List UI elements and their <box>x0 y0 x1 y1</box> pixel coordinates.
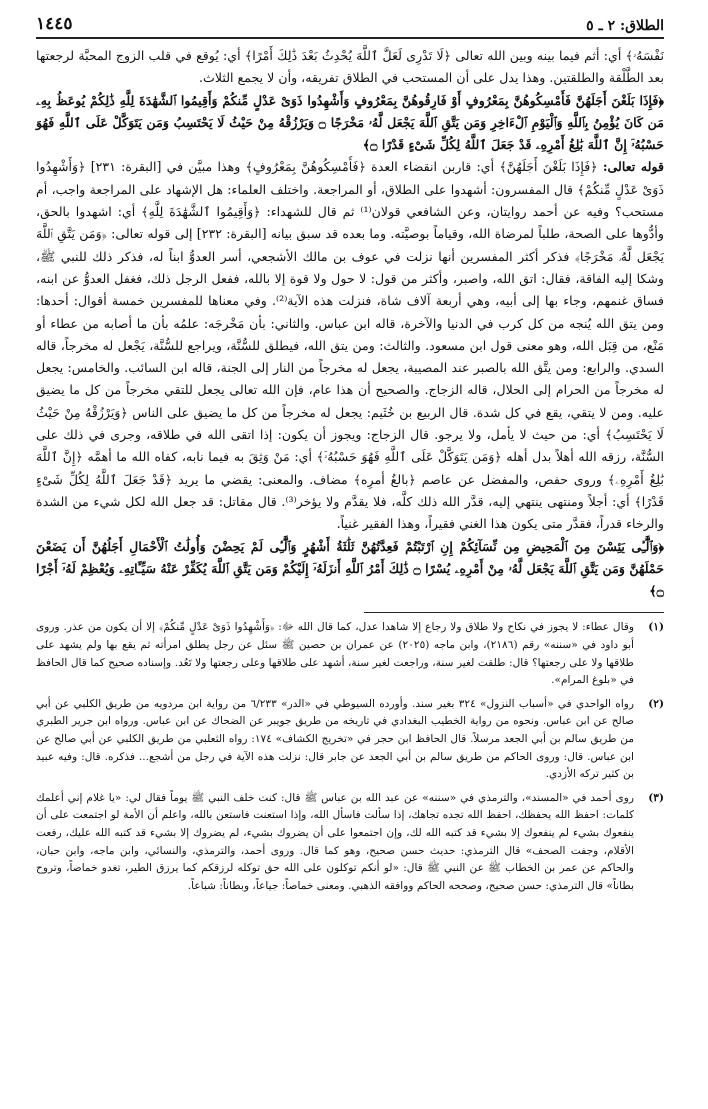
footnote <box>36 696 664 784</box>
page-number: ١٤٤٥ <box>36 14 73 34</box>
tafsir-paragraph <box>36 156 664 535</box>
footnote-text: وقال عطاء: لا يجوز في نكاح ولا طلاق ولا رجاع إلا شاهدا عدل، كما قال الله ﷻ: ﴿وَأَشْهِدُوا ذَوَىْ عَدْلٍ مِّنكُمْ﴾ إلا أن يكون من عذر. وروى أبو داود في «سننه» رقم (٢١٨٦)، وابن ماجه (٢٠٢٥) عن عمران بن حصين ﷺ سئل عن رجل يطلق امرأته ثم يقع بها ولم يشهد على طلاقها ولا على رجعتها؟ قال: طلقت لغير سنة، وراجعت لغير سنة، أشهد على طلاقها وعلى رجعتها ولا تَعُد. وإسناده صحيح كما قال الحافظ في «بلوغ المرام». <box>36 621 634 687</box>
footnote-text: رواه الواحدي في «أسباب النزول» ٣٢٤ بغير سند. وأورده السيوطي في «الدر» ٦/٢٣٣ من رواية ابن مردويه من طريق الكلبي عن أبي صالح عن ابن عباس. ونحوه من رواية الخطيب البغدادي في تاريخه من طريق جويبر عن الضحاك عن ابن عباس. ورواه ابن جرير الطبري من طريق سالم بن أبي الجعد مرسلاً. قال الحافظ ابن حجر في «تخريج الكشاف» ١٧٤: رواه الثعلبي من طريق الكلبي عن أبي صالح عن ابن عباس. قال: وروى الحاكم من طريق سالم بن أبي الجعد عن جابر قال: نزلت هذه الآية في رجل من أشجع... فذكره. قال: وفيه عبيد بن كثير تركه الأزدي. <box>36 697 634 781</box>
paragraph-lead: قوله تعالى: <box>602 159 664 175</box>
quran-verse-4-5: ﴿وَٱلَّٰٓـِٔى يَئِسْنَ مِنَ ٱلْمَحِيضِ مِن نِّسَآئِكُمْ إِنِ ٱرْتَبْتُمْ فَعِدَّتُهُنَّ ثَلَٰثَةُ أَشْهُرٍ وَٱلَّٰٓـِٔى لَمْ يَحِضْنَ وَأُولَٰتُ ٱلْأَحْمَالِ أَجَلُهُنَّ أَن يَضَعْنَ حَمْلَهُنَّ وَمَن يَتَّقِ ٱللَّهَ يَجْعَل لَّهُۥ مِنْ أَمْرِهِۦ يُسْرًا ۝ ذَٰلِكَ أَمْرُ ٱللَّهِ أَنزَلَهُۥٓ إِلَيْكُمْ وَمَن يَتَّقِ ٱللَّهَ يُكَفِّرْ عَنْهُ سَيِّـَٔاتِهِۦ وَيُعْظِمْ لَهُۥٓ أَجْرًا ۝﴾ <box>36 538 664 599</box>
footnote-number: (٢) <box>648 697 664 710</box>
page-header <box>36 14 664 39</box>
footnote-number: (٣) <box>648 791 664 804</box>
footnote <box>36 619 664 689</box>
footnote-number: (١) <box>648 621 664 634</box>
footnote-divider <box>364 612 664 613</box>
tafsir-text: ﴿فَإِذَا بَلَغْنَ أَجَلَهُنَّ﴾ أي: قاربن انقضاء العدة ﴿فَأَمْسِكُوهُنَّ بِمَعْرُوفٍ﴾ وهذا مبيَّن في [البقرة: ٢٣١] ﴿وَأَشْهِدُوا ذَوَىْ عَدْلٍ مِّنكُمْ﴾ قال المفسرون: أشهدوا على الطلاق، أو المراجعة. واختلف العلماء: هل الإشهاد على المراجعة واجب، أم مستحب؟ وفيه عن أحمد روايتان، وعن الشافعي قولان⁽¹⁾ ثم قال للشهداء: ﴿وَأَقِيمُوا ٱلشَّهَٰدَةَ لِلَّهِ﴾ أي: اشهدوا بالحق، وأدُّوها على الصحة، طلباً لمرضاة الله، وقياماً بوصيَّته. وما بعده قد سبق بيانه [البقرة: ٢٣٢] إلى قوله تعالى: ﴿وَمَن يَتَّقِ ٱللَّهَ يَجْعَل لَّهُۥ مَخْرَجًا﴾ فذكر أكثر المفسرين أنها نزلت في عوف بن مالك الأشجعي، أسر العدوُّ ابناً له، فذكر ذلك للنبي ﷺ، وشكا إليه الفاقة، فقال: اتق الله، واصبر، وأكثر من قول: لا حول ولا قوة إلا بالله، ففعل الرجل ذلك، فغفل العدوُّ عن ابنه، فساق غنمهم، وجاء بها إلى أبيه، وهي أربعة آلاف شاة، فنزلت هذه الآية⁽²⁾. وفي معناها للمفسرين خمسة أقوال: أحدها: ومن يتق الله يُنجه من كل كرب في الدنيا والآخرة، قاله ابن عباس. والثاني: بأن مَخْرجَه: علمُه بأن ما أصابه من عطاء أو مَنْع، من قِبَل الله، وهو معنى قول ابن مسعود. والثالث: ومن يتق الله، فيطلق للسُّنَّة، ويراجع للسُّنَّة، يَجْعل له مخرجاً، قاله السدي. والرابع: ومن يتَّق الله بالصبر عند المصيبة، يجعل له مخرجاً من النار إلى الجنة، قاله ابن السائب. والخامس: يجعل له مخرجاً من الحرام إلى الحلال، قاله الزجاج. والصحيح أن هذا عام، فإن الله تعالى يجعل للتقي مخرجاً من كل ما يضيق عليه. ومن لا يتقي، يقع في كل شدة. قال الربيع بن خُثَيم: يجعل له مخرجاً من كل ما يضيق على الناس ﴿وَيَرْزُقْهُ مِنْ حَيْثُ لَا يَحْتَسِبُ﴾ أي: من حيث لا يأمل، ولا يرجو. قال الزجاج: ويجوز أن يكون: إذا اتقى الله في طلاقه، وجرى في ذلك على السُّنَّة، رزقه الله أهلاً بدل أهله ﴿وَمَن يَتَوَكَّلْ عَلَى ٱللَّهِ فَهُوَ حَسْبُهُۥٓ﴾ أي: مَنْ وَثِقَ به فيما نابه، كفاه الله ما أهمَّه ﴿إِنَّ ٱللَّهَ بَٰلِغُ أَمْرِهِۦ﴾ وروى حفص، والمفضل عن عاصم ﴿بالغُ أمرِه﴾ مضاف. والمعنى: يقضي ما يريد ﴿قَدْ جَعَلَ ٱللَّهُ لِكُلِّ شَىْءٍ قَدْرًا﴾ أي: أجلاً ومنتهى ينتهي إليه، قدَّر الله ذلك كلَّه، فلا يقدَّم ولا يؤخر⁽³⁾. قال مقاتل: قد جعل الله لكل شيء من الشدة والرخاء قدراً، فقدَّر متى يكون هذا الغني فقيراً، وهذا الفقير غنياً. <box>36 159 664 532</box>
quran-verse-2-3: ﴿فَإِذَا بَلَغْنَ أَجَلَهُنَّ فَأَمْسِكُوهُنَّ بِمَعْرُوفٍ أَوْ فَارِقُوهُنَّ بِمَعْرُوفٍ وَأَشْهِدُوا ذَوَىْ عَدْلٍ مِّنكُمْ وَأَقِيمُوا ٱلشَّهَٰدَةَ لِلَّهِ ذَٰلِكُمْ يُوعَظُ بِهِۦ مَن كَانَ يُؤْمِنُ بِٱللَّهِ وَٱلْيَوْمِ ٱلْءَاخِرِ وَمَن يَتَّقِ ٱللَّهَ يَجْعَل لَّهُۥ مَخْرَجًا ۝ وَيَرْزُقْهُ مِنْ حَيْثُ لَا يَحْتَسِبُ وَمَن يَتَوَكَّلْ عَلَى ٱللَّهِ فَهُوَ حَسْبُهُۥٓ إِنَّ ٱللَّهَ بَٰلِغُ أَمْرِهِۦ قَدْ جَعَلَ ٱللَّهُ لِكُلِّ شَىْءٍ قَدْرًا ۝﴾ <box>36 92 664 153</box>
surah-reference: الطلاق: ٢ ـ ٥ <box>586 18 664 34</box>
footnote-text: روى أحمد في «المسند»، والترمذي في «سننه» عن عبد الله بن عباس ﷺ قال: كنت خلف النبي ﷺ يوماً فقال لي: «يا غلام إني أعلمك كلمات: احفظ الله يحفظك، احفظ الله تجده تجاهك، إذا سألت فاسأل الله، وإذا استعنت فاستعن بالله، واعلم أن الأمة لو اجتمعت على أن ينفعوك بشيء لم ينفعوك إلا بشيء قد كتبه الله لك، وإن اجتمعوا على أن يضروك بشيء، لم يضروك إلا بشيء قد كتبه الله عليك، رفعت الأقلام، وجفت الصحف» قال الترمذي: حديث حسن صحيح، وهو كما قال. وروى أحمد، والترمذي، والنسائي، وابن ماجه، وابن حبان، والحاكم عن عمر بن الخطاب ﷺ عن النبي ﷺ قال: «لو أنكم توكلون على الله حق توكله لرزقكم كما يرزق الطير، تغدو خماصاً، وتروح بطاناً» قال الترمذي: حسن صحيح، وصححه الحاكم ووافقه الذهبي. ومعنى خماصاً: جياعاً، وبطاناً: شباعاً. <box>36 791 634 892</box>
main-text <box>36 45 664 602</box>
footnotes <box>36 619 664 895</box>
paragraph-intro: نَفْسَهُۥ﴾ أي: أثم فيما بينه وبين الله تعالى ﴿لَا تَدْرِى لَعَلَّ ٱللَّهَ يُحْدِثُ بَعْدَ ذَٰلِكَ أَمْرًا﴾ أي: يُوقع في قلب الزوج المحبَّة لرجعتها بعد الطَّلْقة والطلقتين. وهذا يدل على أن المستحب في الطلاق تفريقه، وأن لا يجمع الثلاث. <box>36 48 664 86</box>
footnote <box>36 790 664 896</box>
